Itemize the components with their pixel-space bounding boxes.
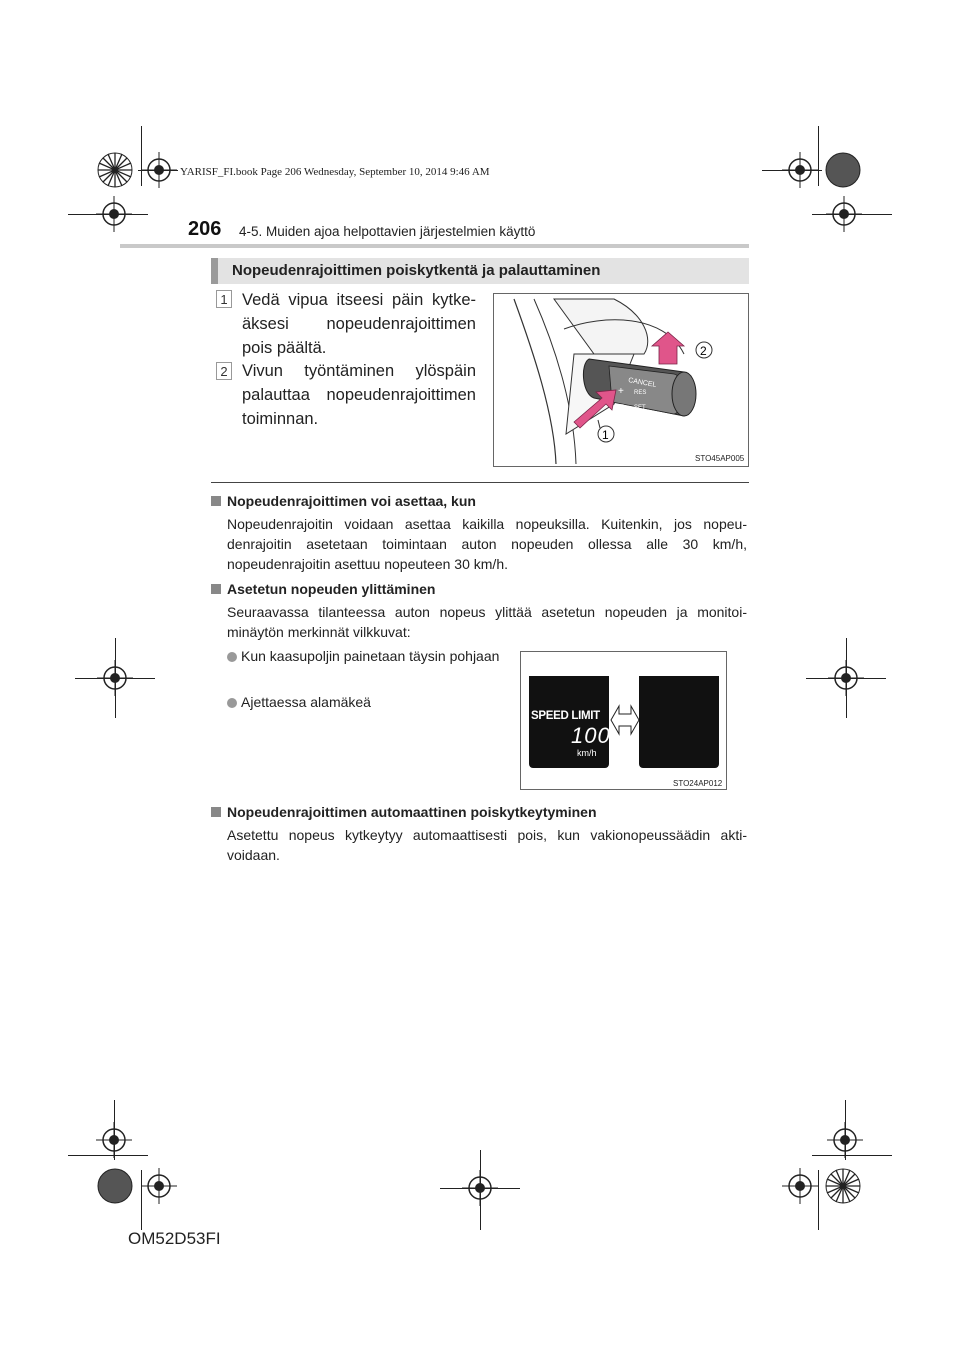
starburst-mark-icon — [825, 1168, 861, 1204]
display-panel-left — [529, 676, 609, 768]
circle-bullet-icon — [227, 652, 237, 662]
registration-mark-icon — [96, 196, 132, 232]
speed-limit-display-figure — [520, 651, 727, 790]
registration-mark-icon — [782, 1168, 818, 1204]
registration-mark-icon — [462, 1170, 498, 1206]
note-body-2: Seuraavassa tilanteessa auton nopeus ylittää asetetun nopeuden ja monitoiminäytön merkinnät vilkkuvat: — [227, 604, 747, 640]
note-heading-text: Nopeudenrajoittimen automaattinen poiskytkeytyminen — [227, 804, 597, 820]
solid-circle-mark-icon — [825, 152, 861, 188]
display-speed-value: 100 — [571, 723, 611, 748]
alternating-arrow-icon — [609, 702, 641, 738]
circle-bullet-icon — [227, 698, 237, 708]
lever-minus-label: − — [618, 400, 624, 411]
lever-plus-label: + — [618, 386, 624, 397]
crop-line — [818, 126, 819, 186]
section-title: Nopeudenrajoittimen poiskytkentä ja palauttaminen — [232, 262, 601, 279]
list-item-text: Kun kaasupoljin painetaan täysin pohjaan — [241, 648, 500, 664]
chapter-title: 4-5. Muiden ajoa helpottavien järjestelmien käyttö — [239, 224, 536, 239]
push-up-arrow-icon — [652, 332, 684, 364]
callout-2: 2 — [700, 344, 707, 358]
note-heading-2 — [211, 581, 435, 597]
section-divider — [211, 482, 749, 483]
registration-mark-icon — [141, 1168, 177, 1204]
note-heading-3 — [211, 804, 597, 820]
square-bullet-icon — [211, 807, 221, 817]
note-body-3: Asetettu nopeus kytkeytyy automaattisesti pois, kun vakionopeussäädin aktivoidaan. — [227, 827, 747, 863]
crop-line — [818, 1170, 819, 1230]
registration-mark-icon — [826, 196, 862, 232]
display-speed-limit-label: SPEED LIMIT — [531, 710, 600, 722]
list-item — [227, 692, 507, 712]
registration-mark-icon — [96, 1122, 132, 1158]
note-heading-text: Nopeudenrajoittimen voi asettaa, kun — [227, 493, 476, 509]
section-heading-bar — [211, 258, 749, 284]
step-text-1: Vedä vipua itseesi päin kytkeäksesi nopeudenrajoittimen pois päältä. — [242, 291, 476, 357]
callout-1: 1 — [602, 428, 609, 442]
registration-mark-icon — [782, 152, 818, 188]
note-heading-1 — [211, 493, 476, 509]
figure-code: STO24AP012 — [673, 779, 723, 788]
lever-set-label: SET — [634, 405, 646, 411]
note-heading-text: Asetetun nopeuden ylittäminen — [227, 581, 436, 597]
step-number-1: 1 — [216, 290, 232, 308]
document-code: OM52D53FI — [128, 1229, 221, 1248]
lever-cancel-label: CANCEL — [627, 377, 657, 389]
solid-circle-mark-icon — [97, 1168, 133, 1204]
list-item — [227, 646, 507, 666]
display-panel-right — [639, 676, 719, 768]
registration-mark-icon — [827, 1122, 863, 1158]
list-item-text: Ajettaessa alamäkeä — [241, 694, 371, 710]
lever-figure — [493, 293, 749, 467]
lever-illustration — [494, 294, 748, 466]
starburst-mark-icon — [97, 152, 133, 188]
registration-mark-icon — [141, 152, 177, 188]
page-number: 206 — [188, 218, 222, 240]
note-body-1: Nopeudenrajoitin voidaan asettaa kaikilla nopeuksilla. Kuitenkin, jos nopeudenrajoitin asetetaan toimintaan auton nopeuden ollessa alle 30 km/h, nopeudenrajoitin asettuu nopeuteen 30 km/h. — [227, 516, 747, 572]
display-unit: km/h — [577, 748, 597, 758]
figure-code: STO45AP005 — [695, 454, 745, 463]
header-rule — [120, 244, 749, 248]
step-number-2: 2 — [216, 362, 232, 380]
lever-res-label: RES — [634, 390, 647, 396]
registration-mark-icon — [828, 660, 864, 696]
square-bullet-icon — [211, 496, 221, 506]
book-info-slug: YARISF_FI.book Page 206 Wednesday, September 10, 2014 9:46 AM — [180, 166, 490, 178]
step-text-2: Vivun työntäminen ylöspäin palauttaa nopeudenrajoittimen toiminnan. — [242, 362, 476, 428]
registration-mark-icon — [97, 660, 133, 696]
square-bullet-icon — [211, 584, 221, 594]
